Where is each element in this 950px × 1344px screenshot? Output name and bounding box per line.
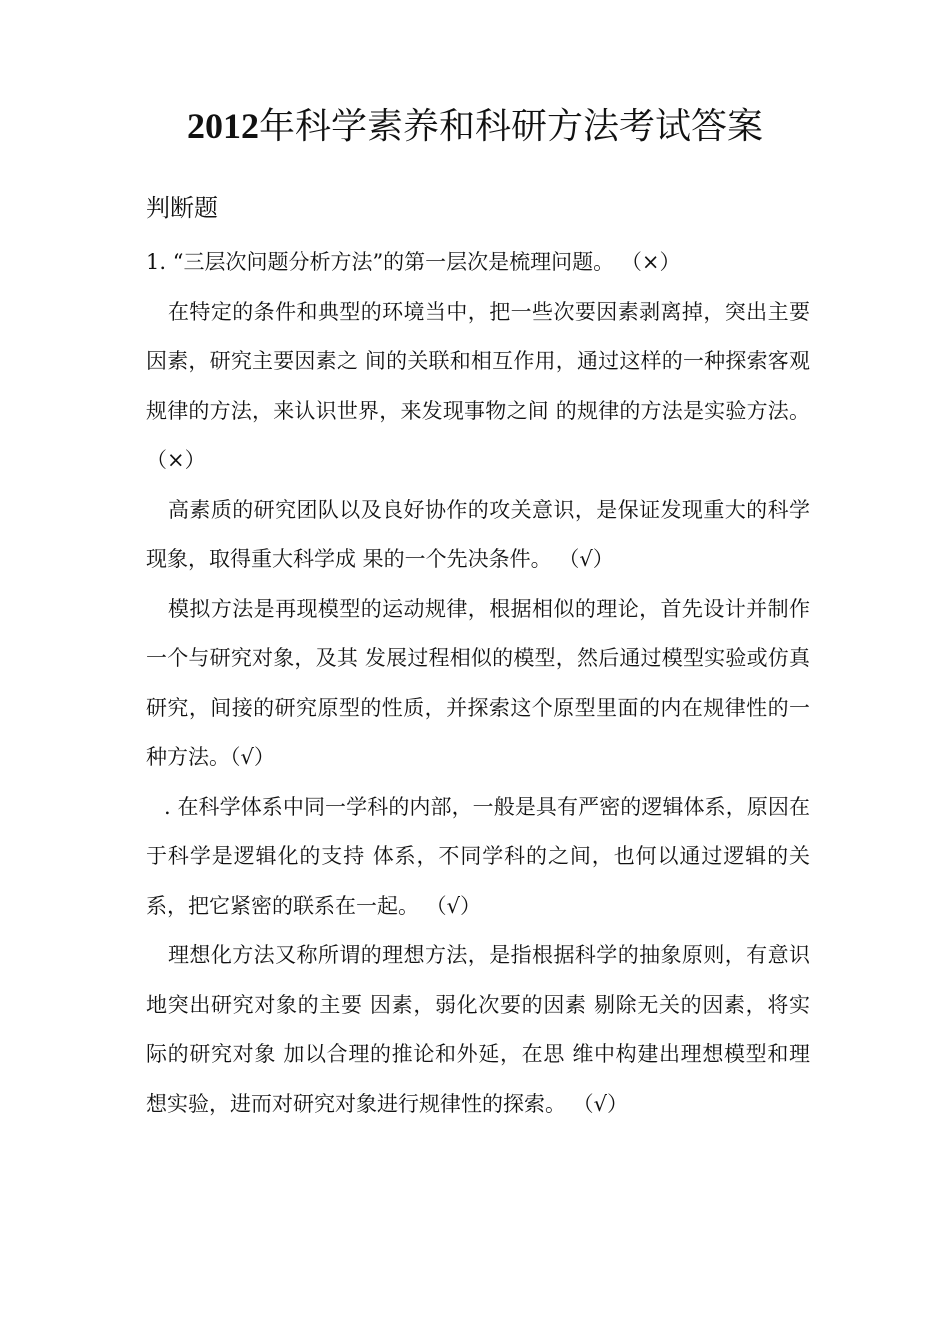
title-year: 2012 xyxy=(186,106,259,146)
title-text: 年科学素养和科研方法考试答案 xyxy=(258,106,763,147)
document-body xyxy=(146,238,810,1129)
paragraph-question-6: 理想化方法又称所谓的理想方法，是指根据科学的抽象原则，有意识地突出研究对象的主要 因素，弱化次要的因素 剔除无关的因素，将实际的研究对象 加以合理的推论和外延，在思 维中构建出理想模型和理想实验，进而对研究对象进行规律性的探索。 （√） xyxy=(146,943,810,1116)
paragraph-question-3: 高素质的研究团队以及良好协作的攻关意识，是保证发现重大的科学现象，取得重大科学成 果的一个先决条件。 （√） xyxy=(146,497,810,571)
paragraph-question-1: 1. “三层次问题分析方法”的第一层次是梳理问题。 （×） xyxy=(146,250,681,274)
paragraph-question-5: . 在科学体系中同一学科的内部，一般是具有严密的逻辑体系，原因在于科学是逻辑化的支持 体系，不同学科的之间，也何以通过逻辑的关系，把它紧密的联系在一起。 （√） xyxy=(146,794,810,918)
paragraph-question-4: 模拟方法是再现模型的运动规律，根据相似的理论，首先设计并制作一个与研究对象，及其 发展过程相似的模型，然后通过模型实验或仿真研究，间接的研究原型的性质，并探索这个原型里面的内在规律性的一种方法。（√） xyxy=(146,596,810,769)
document-title xyxy=(0,100,950,153)
paragraph-question-2: 在特定的条件和典型的环境当中，把一些次要因素剥离掉，突出主要因素，研究主要因素之 间的关联和相互作用，通过这样的一种探索客观规律的方法，来认识世界，来发现事物之间 的规律的方法是实验方法。 （×） xyxy=(146,299,810,472)
section-heading: 判断题 xyxy=(146,194,218,222)
